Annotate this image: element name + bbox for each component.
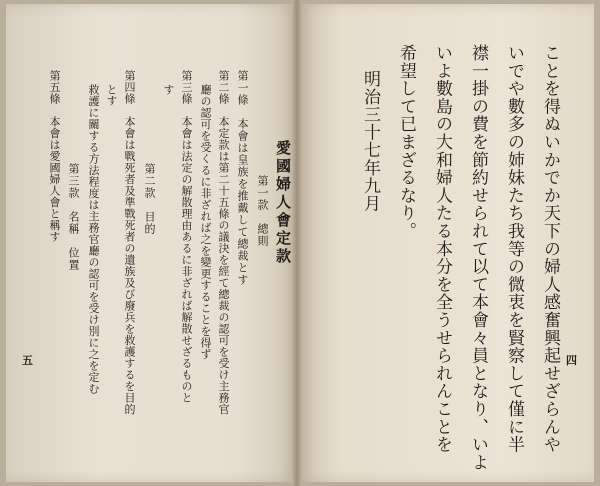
right-page-line-1: ことを得ぬいかでか天下の婦人感奮興起せざらんや xyxy=(540,44,560,454)
right-page-line-3: 襟一掛の費を節約せられて以て本會々員となり、いよ xyxy=(468,44,488,472)
left-page-number: 五 xyxy=(22,354,33,367)
article-2-line-2: 廳の認可を受くるに非ざれば之を變更することを得ず xyxy=(199,84,212,360)
right-page-date: 明治三十七年九月 xyxy=(360,70,380,213)
article-1: 第一條 本會は皇族を推戴して總裁とす xyxy=(236,70,249,286)
section-heading-purpose: 第二款 目的 xyxy=(143,163,156,235)
bylaws-title: 愛國婦人會定款 xyxy=(274,140,292,266)
article-4-line-1: 第四條 本會は戰死者及準戰死者の遺族及び廢兵を救護するを目的 xyxy=(123,70,136,415)
article-4-line-3: 救護に關する方法程度は主務官廳の認可を受け別に之を定む xyxy=(87,84,100,395)
article-3-line-2: す xyxy=(162,84,175,95)
right-page-line-4: いよ數島の大和婦人たる本分を全うせられんことを xyxy=(432,44,452,454)
right-page-number: 四 xyxy=(566,354,577,367)
article-4-line-2: とす xyxy=(105,84,118,106)
right-page-line-5: 希望して已まざるなり。 xyxy=(396,44,416,240)
section-heading-name-location: 第三款 名稱 位置 xyxy=(67,163,80,271)
right-page-line-2: いでや數多の姉妹たち我等の微衷を賢察して僅に半 xyxy=(504,44,524,454)
article-5: 第五條 本會は愛國婦人會と稱す xyxy=(48,70,61,243)
book-gutter xyxy=(292,0,302,486)
article-3-line-1: 第三條 本會は法定の解散理由あるに非ざれば解散せざるものと xyxy=(180,70,193,404)
section-heading-general: 第一款 總則 xyxy=(256,175,269,247)
article-2-line-1: 第二條 本定款は第二十五條の議決を經て總裁の認可を受け主務官 xyxy=(217,70,230,415)
